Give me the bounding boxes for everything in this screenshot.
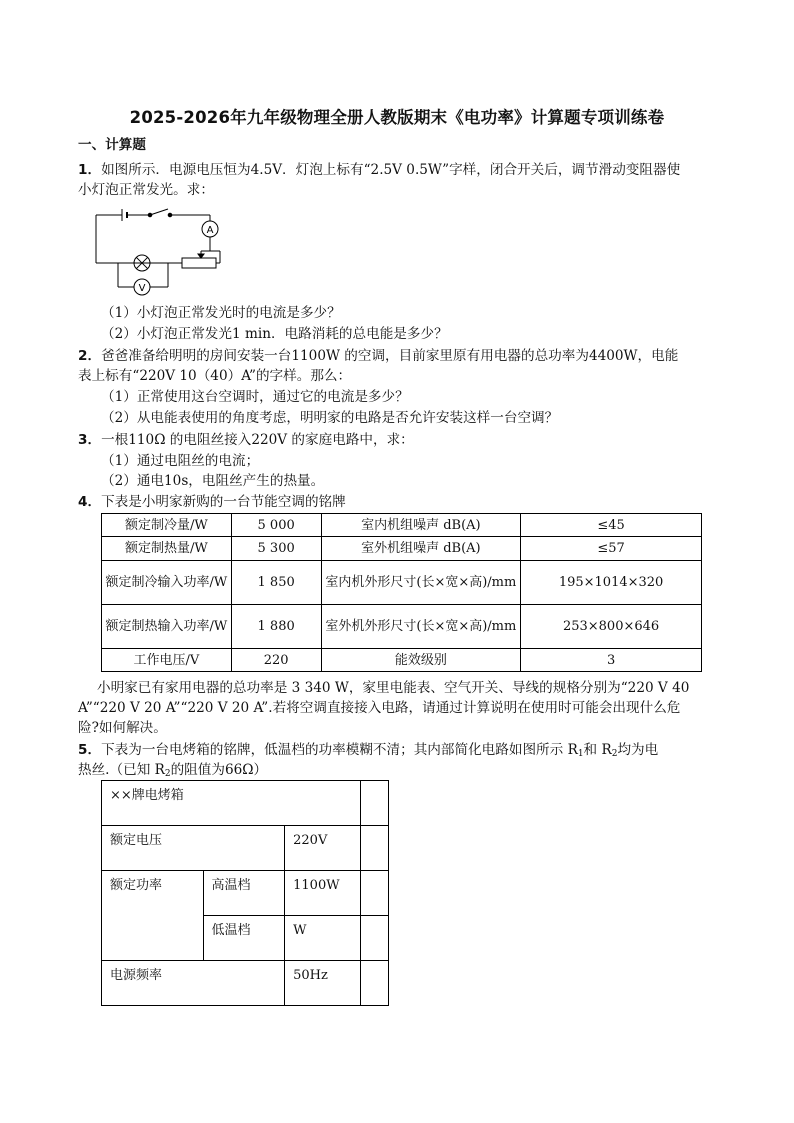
table-cell xyxy=(361,826,389,871)
table-cell: 220 xyxy=(231,649,321,672)
table-cell: 1 850 xyxy=(231,561,321,605)
table-row xyxy=(102,826,389,871)
switch-blade xyxy=(150,209,168,215)
table-cell: ≤45 xyxy=(521,514,702,537)
page-title: 2025-2026年九年级物理全册人教版期末《电功率》计算题专项训练卷 xyxy=(129,108,665,127)
table-row xyxy=(102,514,702,537)
question-5-text-1a: 下表为一台电烤箱的铭牌，低温档的功率模糊不清；其内部简化电路如图所示 R xyxy=(101,742,578,758)
question-3-text-1: 一根110Ω 的电阻丝接入220V 的家庭电路中，求： xyxy=(101,432,414,448)
table-cell: 工作电压/V xyxy=(102,649,232,672)
question-2-part-b: （2）从电能表使用的角度考虑，明明家的电路是否允许安装这样一台空调？ xyxy=(101,410,559,426)
question-4-paragraph-3: 险?如何解决。 xyxy=(78,720,167,736)
question-5-text-2a: 热丝.（已知 R xyxy=(78,762,165,778)
table-row xyxy=(102,961,389,1006)
question-5-text-2b: 的阻值为66Ω） xyxy=(170,762,268,778)
question-1-number: 1． xyxy=(78,162,102,178)
question-1-text-1: 如图所示．电源电压恒为4.5V．灯泡上标有“2.5V 0.5W”字样，闭合开关后，调节滑动变阻器使 xyxy=(101,162,681,178)
table-row xyxy=(102,871,389,916)
question-3-part-b: （2）通电10s，电阻丝产生的热量。 xyxy=(101,473,325,489)
high-label: 高温档 xyxy=(203,871,285,916)
table-row xyxy=(102,561,702,605)
aircon-spec-table xyxy=(101,513,702,672)
voltage-label: 额定电压 xyxy=(102,826,285,871)
question-3-part-a: （1）通过电阻丝的电流； xyxy=(101,453,260,469)
table-cell xyxy=(361,961,389,1006)
r1-subscript: 1 xyxy=(577,749,584,759)
freq-label: 电源频率 xyxy=(102,961,285,1006)
table-cell: 5 000 xyxy=(231,514,321,537)
low-label: 低温档 xyxy=(203,916,285,961)
question-1-part-a: （1）小灯泡正常发光时的电流是多少？ xyxy=(101,305,341,321)
rheostat-icon xyxy=(182,258,216,268)
table-cell: 195×1014×320 xyxy=(521,561,702,605)
table-cell: 室外机外形尺寸(长×宽×高)/mm xyxy=(321,605,521,649)
r2-subscript: 2 xyxy=(164,769,171,779)
table-cell: 3 xyxy=(521,649,702,672)
voltage-value: 220V xyxy=(285,826,361,871)
table-row xyxy=(102,781,389,826)
table-cell: 额定制冷量/W xyxy=(102,514,232,537)
section-heading: 一、计算题 xyxy=(78,137,146,153)
power-label: 额定功率 xyxy=(102,871,204,961)
table-cell: 室内机外形尺寸(长×宽×高)/mm xyxy=(321,561,521,605)
table-row xyxy=(102,649,702,672)
question-4-paragraph-1: 小明家已有家用电器的总功率是 3 340 W，家里电能表、空气开关、导线的规格分别为“220 V 40 xyxy=(97,680,690,696)
low-value: W xyxy=(285,916,361,961)
question-5-line-1 xyxy=(78,741,658,763)
table-cell: 室内机组噪声 dB(A) xyxy=(321,514,521,537)
question-4-number: 4． xyxy=(78,494,102,510)
table-cell: 额定制热输入功率/W xyxy=(102,605,232,649)
switch-contact-right xyxy=(168,213,172,217)
table-cell: 室外机组噪声 dB(A) xyxy=(321,537,521,561)
table-cell: 额定制冷输入功率/W xyxy=(102,561,232,605)
table-cell xyxy=(361,781,389,826)
voltmeter-label: V xyxy=(138,283,146,294)
question-3-line-1 xyxy=(78,431,414,449)
question-5-text-1b: 和 R xyxy=(583,742,612,758)
table-cell: 能效级别 xyxy=(321,649,521,672)
freq-value: 50Hz xyxy=(285,961,361,1006)
question-5-number: 5． xyxy=(78,742,102,758)
ammeter-label: A xyxy=(206,225,214,236)
table-cell xyxy=(361,916,389,961)
table-cell: 1 880 xyxy=(231,605,321,649)
table-row xyxy=(102,537,702,561)
high-value: 1100W xyxy=(285,871,361,916)
question-2-line-1 xyxy=(78,347,678,365)
oven-nameplate-table xyxy=(101,780,389,1006)
table-cell: 5 300 xyxy=(231,537,321,561)
question-3-number: 3． xyxy=(78,432,102,448)
table-cell: ≤57 xyxy=(521,537,702,561)
question-4-text-1: 下表是小明家新购的一台节能空调的铭牌 xyxy=(101,494,346,510)
question-2-text-2: 表上标有“220V 10（40）A”的字样。那么： xyxy=(78,368,352,384)
question-1-text-2: 小灯泡正常发光。求： xyxy=(78,182,214,198)
table-cell xyxy=(361,871,389,916)
table-cell: 额定制热量/W xyxy=(102,537,232,561)
table-cell: 253×800×646 xyxy=(521,605,702,649)
r2-subscript: 2 xyxy=(611,749,618,759)
question-1-line-1 xyxy=(78,161,680,179)
question-2-text-1: 爸爸准备给明明的房间安装一台1100W 的空调，目前家里原有用电器的总功率为4400W，电能 xyxy=(101,348,679,364)
question-1-part-b: （2）小灯泡正常发光1 min．电路消耗的总电能是多少？ xyxy=(101,326,448,342)
question-4-line-1 xyxy=(78,493,346,511)
question-2-part-a: （1）正常使用这台空调时，通过它的电流是多少？ xyxy=(101,389,409,405)
question-4-paragraph-2: A”“220 V 20 A”“220 V 20 A”.若将空调直接接入电路，请通过计算说明在使用时可能会出现什么危 xyxy=(78,700,681,716)
question-2-number: 2． xyxy=(78,348,102,364)
oven-name: ××牌电烤箱 xyxy=(102,781,361,826)
question-5-text-1c: 均为电 xyxy=(617,742,659,758)
circuit-diagram xyxy=(92,205,232,301)
table-row xyxy=(102,605,702,649)
